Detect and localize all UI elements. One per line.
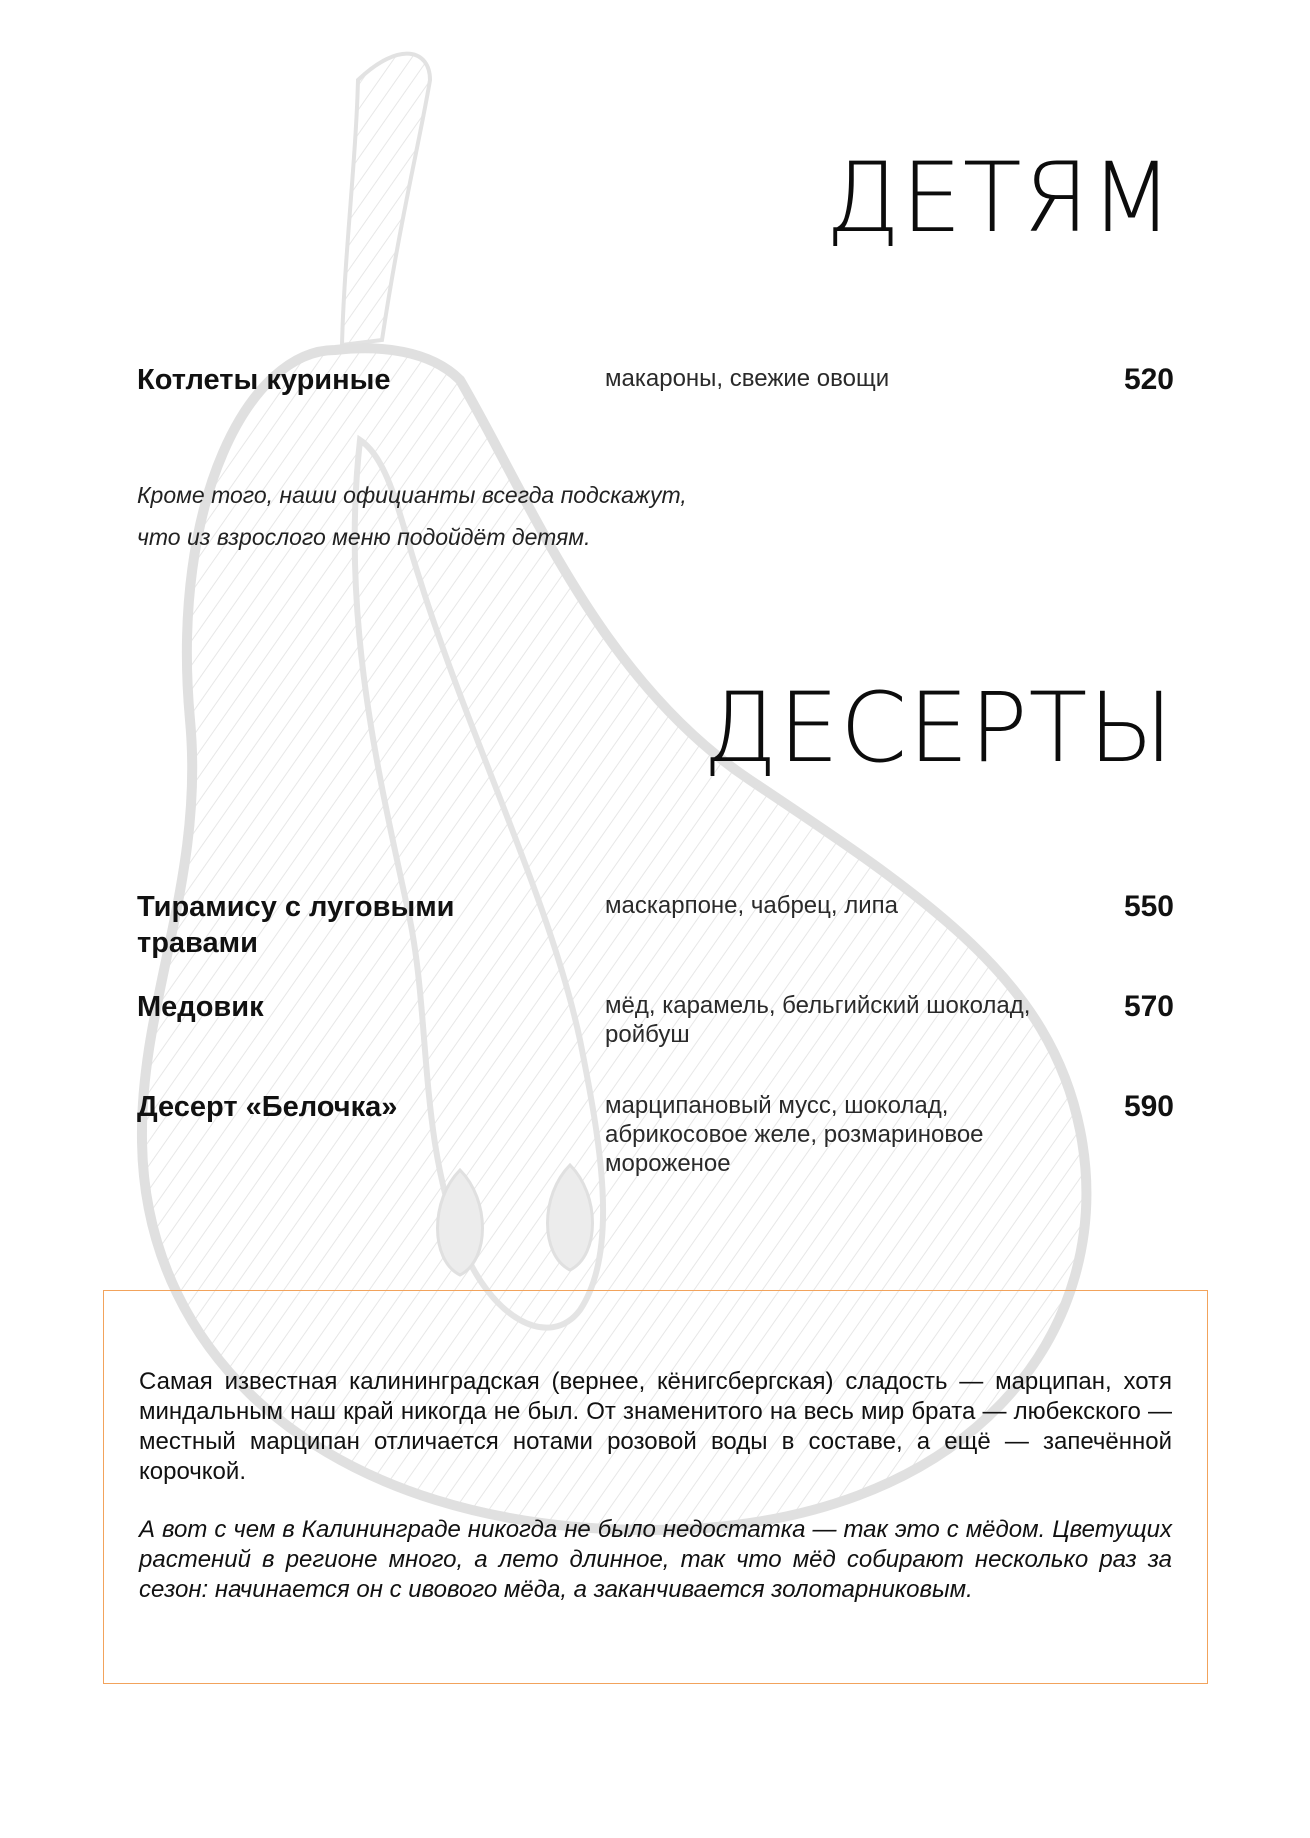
item-price: 570 [1123,990,1174,1023]
item-name: Котлеты куриные [137,364,391,396]
kids-note-line-1: Кроме того, наши официанты всегда подскажут, [137,482,687,508]
info-box [103,1290,1208,1684]
item-name: Тирамису с луговыми травами [137,891,455,959]
menu-item-tiramisu [137,889,1174,999]
item-description: мёд, карамель, бельгийский шоколад, ройбуш [605,992,1031,1048]
kids-note-line-2: что из взрослого меню подойдёт детям. [137,524,591,550]
menu-item-chicken-cutlets [137,362,1174,472]
desserts-section-title: ДЕСЕРТЫ [702,672,1174,784]
kids-section-title: ДЕТЯМ [825,142,1174,254]
info-paragraph-honey: А вот с чем в Калининграде никогда не было недостатка — так это с мёдом. Цветущих растений в регионе много, а лето длинное, так что мёд собирают несколько раз за сезон: начинается он с ивового мёда, а заканчивается золотарниковым. [139,1516,1172,1603]
item-price: 590 [1123,1090,1174,1123]
menu-item-medovik [137,989,1174,1099]
item-price: 550 [1123,890,1174,923]
item-description: марципановый мусс, шоколад, абрикосовое желе, розмариновое мороженое [605,1092,984,1177]
item-description: макароны, свежие овощи [605,365,890,392]
item-name: Десерт «Белочка» [137,1091,398,1123]
item-name: Медовик [137,991,264,1023]
item-price: 520 [1123,363,1174,396]
info-paragraph-marzipan: Самая известная калининградская (вернее, кёнигсбергская) сладость — марципан, хотя миндальным наш край никогда не был. От знаменитого на весь мир брата — любекского — местный марципан отличается нотами розовой воды в составе, а ещё — запечённой корочкой. [139,1368,1172,1485]
menu-item-belochka [137,1089,1174,1199]
item-description: маскарпоне, чабрец, липа [605,892,898,919]
kids-note [137,474,837,558]
